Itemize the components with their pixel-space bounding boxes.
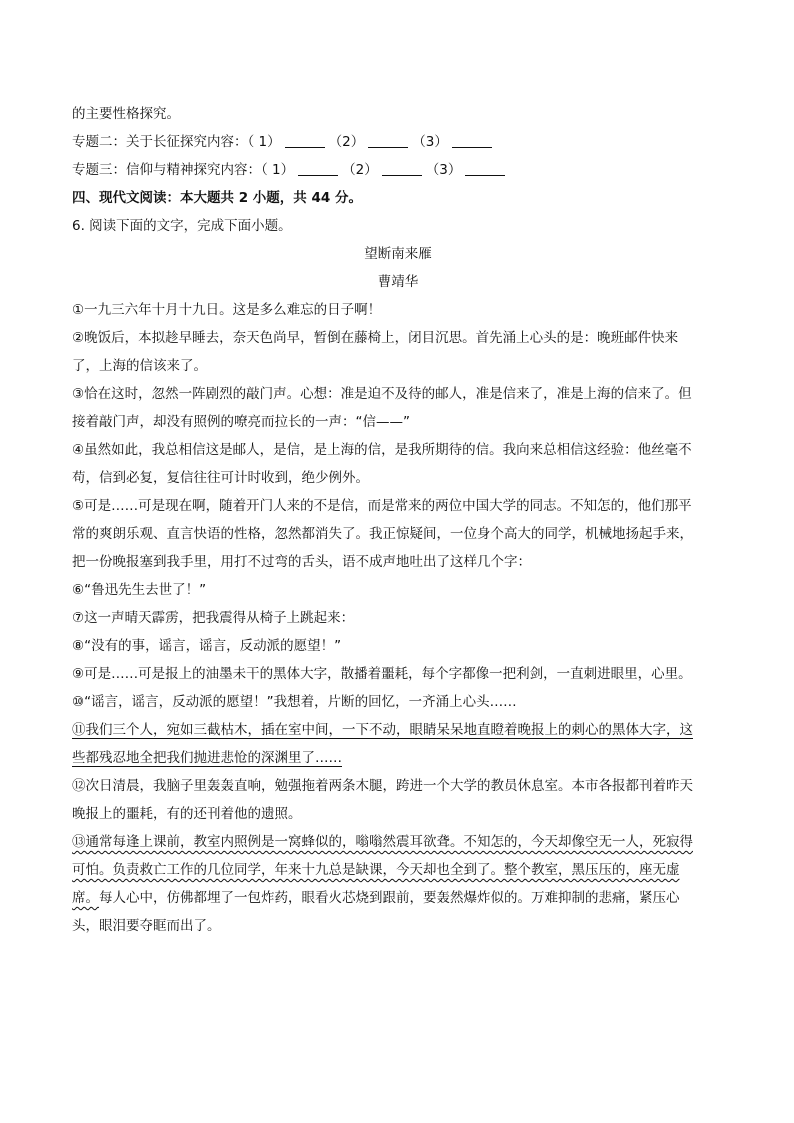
article-title: 望断南来雁 xyxy=(364,246,432,262)
topic-2-label: 专题二：关于长征探究内容：（ 1） xyxy=(72,134,281,150)
topic-2-blank-3[interactable] xyxy=(452,131,492,148)
paragraph-line: ②晚饭后，本拟趁早睡去，奈天色尚早，暂倒在藤椅上，闭目沉思。首先涌上心头的是：晚班邮件快来 xyxy=(72,330,679,346)
article-paragraph xyxy=(72,632,724,660)
paragraph-13 xyxy=(72,828,724,940)
paragraph-13-plain-text: 每人心中，仿佛都埋了一包炸药，眼看火芯烧到跟前，要轰然爆炸似的。万难抑制的悲痛，紧压心 xyxy=(99,890,680,906)
paragraph-11-line: ⑪我们三个人，宛如三截枯木，插在室中间，一下不动，眼睛呆呆地直瞪着晚报上的刺心的黑体大字，这 xyxy=(72,722,693,738)
paragraph-line: 苟，信到必复，复信往往可计时收到，绝少例外。 xyxy=(72,470,369,486)
paragraph-line: ⑦这一声晴天霹雳，把我震得从椅子上跳起来： xyxy=(72,610,355,626)
paragraph-line: ⑤可是……可是现在啊，随着开门人来的不是信，而是常来的两位中国大学的同志。不知怎的，他们那平 xyxy=(72,498,692,514)
paragraph-12-line: 晚报上的噩耗，有的还刊着他的遗照。 xyxy=(72,806,302,822)
exam-page xyxy=(72,100,724,940)
article-paragraphs xyxy=(72,296,724,716)
topic-2-row xyxy=(72,128,724,156)
question-6-instruction: 6. 阅读下面的文字，完成下面小题。 xyxy=(72,218,292,234)
paragraph-line: 了，上海的信该来了。 xyxy=(72,358,207,374)
paragraph-line: ①一九三六年十月十九日。这是多么难忘的日子啊！ xyxy=(72,302,382,318)
paragraph-11 xyxy=(72,716,724,772)
article-paragraph xyxy=(72,324,724,380)
paragraph-13-underlined-end: 席。 xyxy=(72,890,99,906)
paragraph-line: 接着敲门声，却没有照例的嘹亮而拉长的一声：“信——” xyxy=(72,414,410,430)
article-paragraph xyxy=(72,688,724,716)
topic-2-blank-2[interactable] xyxy=(368,131,408,148)
article-paragraph xyxy=(72,492,724,576)
topic-2-part-3: （3） xyxy=(412,134,448,150)
article-paragraph xyxy=(72,576,724,604)
article-author: 曹靖华 xyxy=(377,274,419,290)
topic-3-row xyxy=(72,156,724,184)
topic-3-part-3: （3） xyxy=(425,162,462,178)
paragraph-line: ④虽然如此，我总相信这是邮人，是信，是上海的信，是我所期待的信。我向来总相信这经验：他丝毫不 xyxy=(72,442,692,458)
topic-3-blank-3[interactable] xyxy=(465,159,505,176)
topic-2-part-2: （2） xyxy=(328,134,365,150)
article-paragraph xyxy=(72,660,724,688)
topic-3-blank-1[interactable] xyxy=(298,159,338,176)
paragraph-line: 把一份晚报塞到我手里，用打不过弯的舌头，语不成声地吐出了这样几个字： xyxy=(72,554,531,570)
article-paragraph xyxy=(72,296,724,324)
article-paragraph xyxy=(72,604,724,632)
paragraph-line: ⑩“谣言，谣言，反动派的愿望！”我想着，片断的回忆，一齐涌上心头…… xyxy=(72,694,517,710)
paragraph-13-line xyxy=(72,884,724,912)
paragraph-13-line: 头，眼泪要夺眶而出了。 xyxy=(72,918,221,934)
topic-2-blank-1[interactable] xyxy=(285,131,325,148)
paragraph-line: ⑥“鲁迅先生去世了！” xyxy=(72,582,207,598)
paragraph-11-line: 些都残忍地全把我们抛进悲怆的深渊里了…… xyxy=(72,750,342,766)
paragraph-line: 常的爽朗乐观、直言快语的性格，忽然都消失了。我正惊疑间，一位身个高大的同学，机械地扬起手来， xyxy=(72,526,693,542)
section-4-heading: 四、现代文阅读：本大题共 2 小题，共 44 分。 xyxy=(72,190,362,206)
paragraph-12 xyxy=(72,772,724,828)
topic-3-blank-2[interactable] xyxy=(382,159,422,176)
paragraph-line: ⑧“没有的事，谣言，谣言，反动派的愿望！” xyxy=(72,638,342,654)
topic-3-part-2: （2） xyxy=(342,162,378,178)
paragraph-line: ⑨可是……可是报上的油墨未干的黑体大字，散播着噩耗，每个字都像一把利剑，一直刺进眼里，心里。 xyxy=(72,666,692,682)
paragraph-12-line: ⑫次日清晨，我脑子里轰轰直响，勉强拖着两条木腿，跨进一个大学的教员休息室。本市各报都刊着昨天 xyxy=(72,778,693,794)
paragraph-13-line: 可怕。负责救亡工作的几位同学，年来十九总是缺课，今天却也全到了。整个教室，黑压压的，座无虚 xyxy=(72,862,680,878)
paragraph-13-line: ⑬通常每逢上课前，教室内照例是一窝蜂似的，嗡嗡然震耳欲聋。不知怎的，今天却像空无一人，死寂得 xyxy=(72,834,693,850)
intro-tail: 的主要性格探究。 xyxy=(72,106,180,122)
topic-3-label: 专题三：信仰与精神探究内容：（ 1） xyxy=(72,162,295,178)
paragraph-line: ③恰在这时，忽然一阵剧烈的敲门声。心想：准是迫不及待的邮人，准是信来了，准是上海的信来了。但 xyxy=(72,386,692,402)
article-paragraph xyxy=(72,380,724,436)
article-paragraph xyxy=(72,436,724,492)
